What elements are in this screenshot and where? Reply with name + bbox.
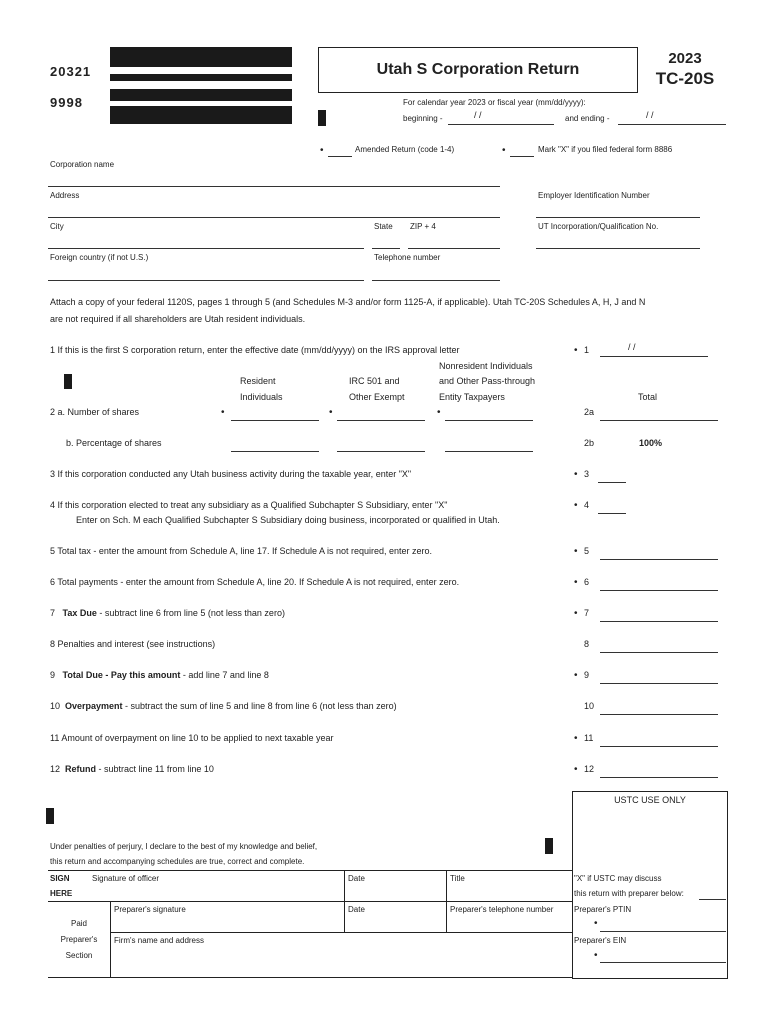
line-2a-total-field[interactable] — [600, 420, 718, 421]
city-label: City — [50, 222, 64, 231]
beginning-date-sep: / / — [474, 110, 482, 120]
ptin-label: Preparer's PTIN — [574, 905, 632, 914]
line-2b-resident-field[interactable] — [231, 451, 319, 452]
line-3-text: 3 If this corporation conducted any Utah business activity during the taxable year, enter "X" — [50, 469, 412, 479]
line-4-field[interactable] — [598, 513, 626, 514]
line-11-field[interactable] — [600, 746, 718, 747]
line-8-field[interactable] — [600, 652, 718, 653]
telephone-label: Telephone number — [374, 253, 441, 262]
line-4-text: 4 If this corporation elected to treat any subsidiary as a Qualified Subchapter S Subsidiary, enter "X" — [50, 500, 448, 510]
col-irc-2: Other Exempt — [349, 392, 405, 402]
title-label: Title — [450, 874, 465, 883]
preparer-ein-label: Preparer's EIN — [574, 936, 627, 945]
here-label: HERE — [50, 889, 73, 898]
ut-inc-label: UT Incorporation/Qualification No. — [538, 222, 659, 231]
registration-mark — [64, 374, 72, 389]
line-4-num: 4 — [584, 500, 590, 510]
officer-date-field[interactable] — [345, 871, 445, 901]
col-total: Total — [638, 392, 658, 402]
preparer-date-label: Date — [348, 905, 365, 914]
beginning-date-field[interactable] — [448, 124, 554, 125]
col-nonres-2: and Other Pass-through — [439, 376, 536, 386]
preparer-phone-field[interactable] — [447, 902, 571, 932]
discuss-label-2: this return with preparer below: — [574, 889, 684, 898]
form-code-2: 9998 — [50, 95, 83, 110]
registration-mark — [545, 838, 553, 854]
attach-instructions-1: Attach a copy of your federal 1120S, pages 1 through 5 (and Schedules M-3 and/or form 1125-A, if applicable). Utah TC-20S Schedules A, H, J and N — [50, 297, 646, 307]
ein-field[interactable] — [536, 217, 700, 218]
col-resident-1: Resident — [240, 376, 276, 386]
signature-officer-label: Signature of officer — [92, 874, 160, 883]
line-11-num: 11 — [584, 733, 594, 743]
ending-date-sep: / / — [646, 110, 654, 120]
perjury-statement-2: this return and accompanying schedules are true, correct and complete. — [50, 857, 305, 866]
form-code-1: 20321 — [50, 64, 92, 79]
line-2a-resident-field[interactable] — [231, 420, 319, 421]
line-7-num: 7 — [584, 608, 590, 618]
bullet: • — [502, 145, 506, 156]
bullet: • — [574, 764, 578, 775]
city-field[interactable] — [48, 248, 364, 249]
line-2b-num: 2b — [584, 438, 595, 448]
corp-name-field[interactable] — [48, 186, 500, 187]
line-1-num: 1 — [584, 345, 590, 355]
bullet: • — [221, 407, 225, 418]
sign-grid-bottom — [48, 977, 572, 978]
line-4-note: Enter on Sch. M each Qualified Subchapter S Subsidiary doing business, incorporated or qualified in Utah. — [76, 515, 500, 525]
bullet: • — [574, 733, 578, 744]
line-5-text: 5 Total tax - enter the amount from Schedule A, line 17. If Schedule A is not required, enter zero. — [50, 546, 433, 556]
ending-date-field[interactable] — [618, 124, 726, 125]
registration-mark — [318, 110, 326, 126]
preparer-ein-field[interactable] — [600, 962, 726, 963]
col-nonres-3: Entity Taxpayers — [439, 392, 505, 402]
col-irc-1: IRC 501 and — [349, 376, 400, 386]
line-1-date-sep: / / — [628, 342, 636, 352]
perjury-statement-1: Under penalties of perjury, I declare to the best of my knowledge and belief, — [50, 842, 318, 851]
form-number: TC-20S — [655, 69, 715, 88]
line-2b-total: 100% — [639, 438, 663, 448]
line-8-text: 8 Penalties and interest (see instructions) — [50, 639, 216, 649]
paid-label: Paid — [70, 919, 87, 928]
firm-name-label: Firm's name and address — [114, 936, 205, 945]
zip-field[interactable] — [408, 248, 500, 249]
beginning-label: beginning - — [403, 114, 443, 123]
ein-label: Employer Identification Number — [538, 191, 650, 200]
line-3-num: 3 — [584, 469, 590, 479]
amended-label: Amended Return (code 1-4) — [355, 145, 455, 154]
line-10-num: 10 — [584, 701, 595, 711]
bullet: • — [574, 469, 578, 480]
corp-name-label: Corporation name — [50, 160, 115, 169]
bullet: • — [574, 546, 578, 557]
line-2a-text: 2 a. Number of shares — [50, 407, 140, 417]
preparer-phone-label: Preparer's telephone number — [450, 905, 554, 914]
line-6-field[interactable] — [600, 590, 718, 591]
line-12-text: 12 Refund - subtract line 11 from line 10 — [50, 764, 214, 774]
line-5-num: 5 — [584, 546, 590, 556]
line-7-text: 7 Tax Due - subtract line 6 from line 5 (not less than zero) — [50, 608, 285, 618]
line-10-text: 10 Overpayment - subtract the sum of line 5 and line 8 from line 6 (not less than zero) — [50, 701, 397, 711]
preparer-date-field[interactable] — [345, 902, 445, 932]
line-3-field[interactable] — [598, 482, 626, 483]
line-9-num: 9 — [584, 670, 590, 680]
line-2a-num: 2a — [584, 407, 595, 417]
address-label: Address — [50, 191, 80, 200]
line-11-text: 11 Amount of overpayment on line 10 to be applied to next taxable year — [50, 733, 334, 743]
ptin-field[interactable] — [600, 931, 726, 932]
line-2b-irc-field[interactable] — [337, 451, 425, 452]
line-12-num: 12 — [584, 764, 595, 774]
foreign-country-field[interactable] — [48, 280, 364, 281]
line-12-field[interactable] — [600, 777, 718, 778]
calendar-text: For calendar year 2023 or fiscal year (mm/dd/yyyy): — [403, 98, 586, 107]
state-label: State — [374, 222, 393, 231]
discuss-checkbox-field[interactable] — [699, 899, 726, 900]
ustc-use-label: USTC USE ONLY — [614, 795, 686, 805]
bullet: • — [574, 345, 578, 356]
line-1-field[interactable] — [600, 356, 708, 357]
line-5-field[interactable] — [600, 559, 718, 560]
amended-field[interactable] — [328, 156, 352, 157]
ut-inc-field[interactable] — [536, 248, 700, 249]
registration-mark — [46, 808, 54, 824]
bullet: • — [574, 670, 578, 681]
line-2a-irc-field[interactable] — [337, 420, 425, 421]
bullet: • — [574, 577, 578, 588]
sign-label: SIGN — [50, 874, 70, 883]
bullet: • — [574, 500, 578, 511]
page-title: Utah S Corporation Return — [376, 61, 580, 78]
line-9-field[interactable] — [600, 683, 718, 684]
bullet: • — [329, 407, 333, 418]
telephone-field[interactable] — [372, 280, 500, 281]
bullet: • — [594, 918, 598, 929]
title-field[interactable] — [447, 871, 571, 901]
bullet: • — [594, 950, 598, 961]
preparers-label: Preparer's — [60, 935, 98, 944]
tax-year: 2023 — [668, 50, 702, 67]
line-2b-nonres-field[interactable] — [445, 451, 533, 452]
officer-date-label: Date — [348, 874, 365, 883]
line-2a-nonres-field[interactable] — [445, 420, 533, 421]
zip-label: ZIP + 4 — [410, 222, 436, 231]
line-2b-text: b. Percentage of shares — [66, 438, 162, 448]
signature-officer-field[interactable] — [92, 871, 344, 901]
col-resident-2: Individuals — [240, 392, 283, 402]
foreign-country-label: Foreign country (if not U.S.) — [50, 253, 149, 262]
line-8-num: 8 — [584, 639, 590, 649]
line-10-field[interactable] — [600, 714, 718, 715]
bullet: • — [320, 145, 324, 156]
form-8886-label: Mark "X" if you filed federal form 8886 — [538, 145, 673, 154]
ending-label: and ending - — [565, 114, 610, 123]
attach-instructions-2: are not required if all shareholders are Utah resident individuals. — [50, 314, 306, 324]
line-7-field[interactable] — [600, 621, 718, 622]
preparer-signature-label: Preparer's signature — [114, 905, 186, 914]
line-6-num: 6 — [584, 577, 590, 587]
col-nonres-1: Nonresident Individuals — [439, 361, 533, 371]
section-label: Section — [65, 951, 93, 960]
firm-name-field[interactable] — [111, 933, 571, 976]
line-1-text: 1 If this is the first S corporation return, enter the effective date (mm/dd/yyyy) on the IRS approval letter — [50, 345, 460, 355]
discuss-label-1: "X" if USTC may discuss — [574, 874, 662, 883]
preparer-signature-field[interactable] — [111, 902, 344, 932]
state-field[interactable] — [372, 248, 400, 249]
bullet: • — [574, 608, 578, 619]
bullet: • — [437, 407, 441, 418]
line-6-text: 6 Total payments - enter the amount from Schedule A, line 20. If Schedule A is not required, enter zero. — [50, 577, 460, 587]
address-field[interactable] — [48, 217, 500, 218]
form-8886-field[interactable] — [510, 156, 534, 157]
line-9-text: 9 Total Due - Pay this amount - add line 7 and line 8 — [50, 670, 269, 680]
